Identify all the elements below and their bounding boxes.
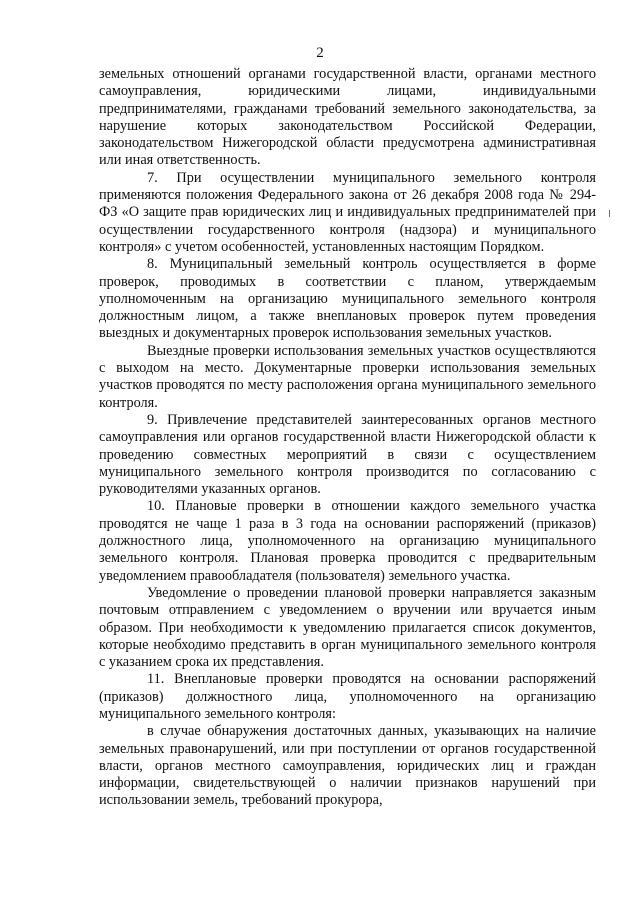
- paragraph: в случае обнаружения достаточных данных, указывающих на наличие земельных правонарушений, или при поступлении от органов государственной власти, органов местного самоуправления, юридических лиц и граждан информации, свидетельствующей о наличии признаков нарушений при использовании земель, требований прокурора,: [99, 723, 596, 809]
- paragraph: Выездные проверки использования земельных участков осуществляются с выходом на место. Документарные проверки использования земельных участков проводятся по месту расположения органа муниципального земельного контроля.: [99, 342, 596, 411]
- paragraph: 9. Привлечение представителей заинтересованных органов местного самоуправления или органов государственной власти Нижегородской области к проведению совместных мероприятий в связи с осуществлением муниципального земельного контроля производится по согласованию с руководителями указанных органов.: [99, 411, 596, 498]
- scan-artifact: [609, 210, 610, 217]
- paragraph: 11. Внеплановые проверки проводятся на основании распоряжений (приказов) должностного лица, уполномоченного на организацию муниципального земельного контроля:: [99, 671, 596, 722]
- paragraph: 8. Муниципальный земельный контроль осуществляется в форме проверок, проводимых в соответствии с планом, утверждаемым уполномоченным на организацию муниципального земельного контроля должностным лицом, а также внеплановых проверок путем проведения выездных и документарных проверок использования земельных участков.: [99, 256, 596, 342]
- document-body: [99, 66, 596, 810]
- paragraph: земельных отношений органами государственной власти, органами местного самоуправления, юридическими лицами, индивидуальными предпринимателями, гражданами требований земельного законодательства, за нарушение которых законодательством Российской Федерации, законодательством Нижегородской области предусмотрена административная или иная ответственность.: [99, 66, 596, 169]
- paragraph: 7. При осуществлении муниципального земельного контроля применяются положения Федерального закона от 26 декабря 2008 года № 294-ФЗ «О защите прав юридических лиц и индивидуальных предпринимателей при осуществлении государственного контроля (надзора) и муниципального контроля» с учетом особенностей, установленных настоящим Порядком.: [99, 169, 596, 255]
- paragraph: 10. Плановые проверки в отношении каждого земельного участка проводятся не чаще 1 раза в 3 года на основании распоряжений (приказов) должностного лица, уполномоченного на организацию муниципального земельного контроля. Плановая проверка проводится с предварительным уведомлением правообладателя (пользователя) земельного участка.: [99, 498, 596, 584]
- page-number: 2: [316, 45, 324, 61]
- paragraph: Уведомление о проведении плановой проверки направляется заказным почтовым отправлением с уведомлением о вручении или вручается иным образом. При необходимости к уведомлению прилагается список документов, которые необходимо представить в орган муниципального земельного контроля с указанием срока их представления.: [99, 584, 596, 671]
